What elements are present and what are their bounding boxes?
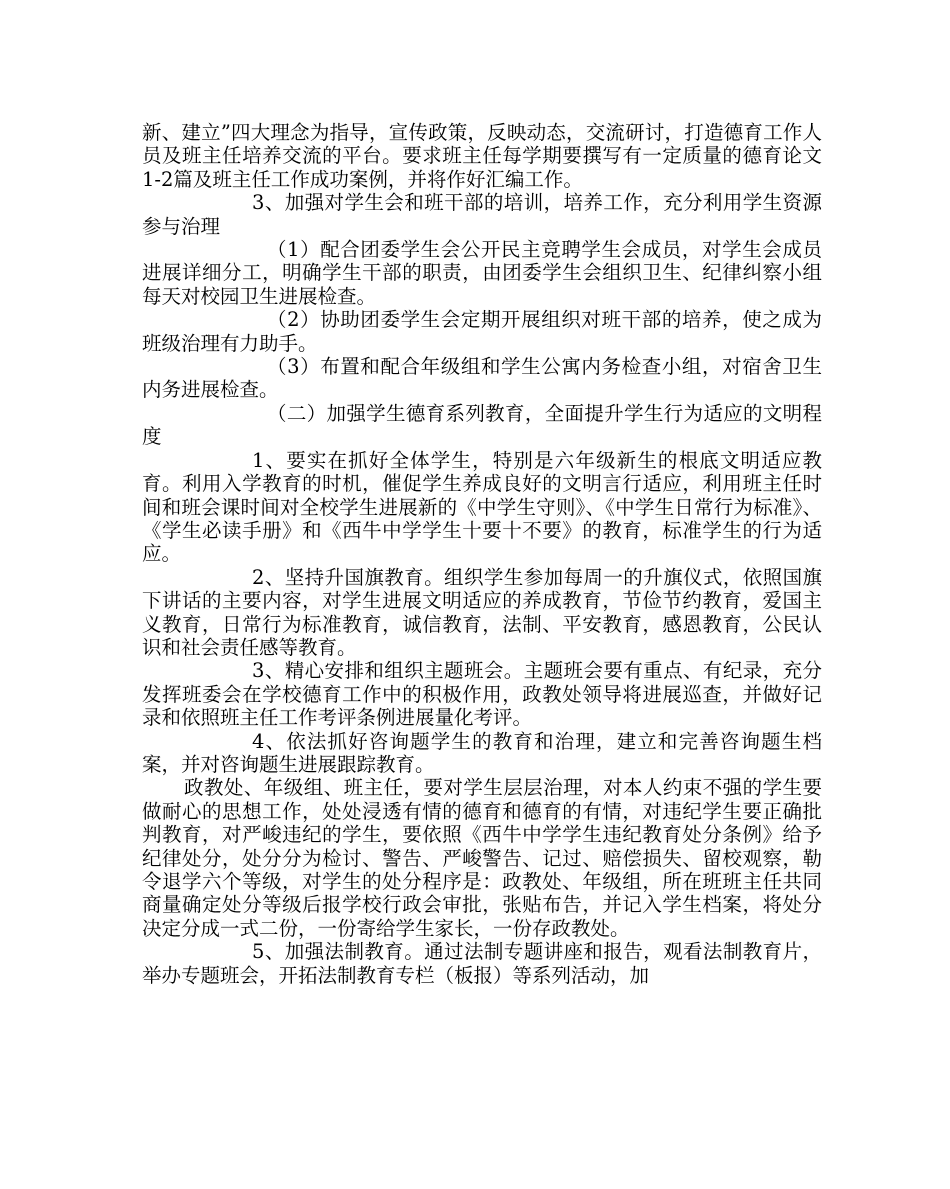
paragraph-continuation: 新、建立”四大理念为指导，宣传政策，反映动态，交流研讨，打造德育工作人员及班主任培养交流的平台。要求班主任每学期要撰写有一定质量的德育论文1-2篇及班主任工作成功案例，并将作好汇编工作。 bbox=[142, 121, 822, 191]
paragraph-item-5-legal: 5、加强法制教育。通过法制专题讲座和报告，观看法制教育片，举办专题班会，开拓法制教育专栏（板报）等系列活动，加 bbox=[142, 940, 822, 987]
paragraph-item-2-flag: 2、坚持升国旗教育。组织学生参加每周一的升旗仪式，依照国旗下讲话的主要内容，对学生进展文明适应的养成教育，节俭节约教育，爱国主义教育，日常行为标准教育，诚信教育，法制、平安教育，感恩教育，公民认识和社会责任感等教育。 bbox=[142, 565, 822, 659]
paragraph-sub-3: （3）布置和配合年级组和学生公寓内务检查小组，对宿舍卫生内务进展检查。 bbox=[142, 355, 822, 402]
paragraph-item-1-civility: 1、要实在抓好全体学生，特别是六年级新生的根底文明适应教育。利用入学教育的时机，催促学生养成良好的文明言行适应，利用班主任时间和班会课时间对全校学生进展新的《中学生守则》、《中学生日常行为标准》、《学生必读手册》和《西牛中学学生十要十不要》的教育，标准学生的行为适应。 bbox=[142, 448, 822, 566]
section-heading-2: （二）加强学生德育系列教育，全面提升学生行为适应的文明程度 bbox=[142, 401, 822, 449]
paragraph-sub-2: （2）协助团委学生会定期开展组织对班干部的培养，使之成为班级治理有力助手。 bbox=[142, 308, 822, 355]
paragraph-item-4-problem-students: 4、依法抓好咨询题学生的教育和治理，建立和完善咨询题生档案，并对咨询题生进展跟踪教育。 bbox=[142, 729, 822, 776]
paragraph-discipline: 政教处、年级组、班主任，要对学生层层治理，对本人约束不强的学生要做耐心的思想工作，处处浸透有情的德育和德育的有情，对违纪学生要正确批判教育，对严峻违纪的学生，要依照《西牛中学学生违纪教育处分条例》给予纪律处分，处分分为检讨、警告、严峻警告、记过、赔偿损失、留校观察，勒令退学六个等级，对学生的处分程序是：政教处、年级组，所在班班主任共同商量确定处分等级后报学校行政会审批，张贴布告，并记入学生档案，将处分决定分成一式二份，一份寄给学生家长，一份存政教处。 bbox=[142, 776, 822, 940]
paragraph-sub-1: （1）配合团委学生会公开民主竞聘学生会成员，对学生会成员进展详细分工，明确学生干部的职责，由团委学生会组织卫生、纪律纠察小组每天对校园卫生进展检查。 bbox=[142, 238, 822, 308]
paragraph-item-3-class-meeting: 3、精心安排和组织主题班会。主题班会要有重点、有纪录，充分发挥班委会在学校德育工作中的积极作用，政教处领导将进展巡查，并做好记录和依照班主任工作考评条例进展量化考评。 bbox=[142, 659, 822, 730]
document-body bbox=[142, 121, 822, 987]
paragraph-item-3-training: 3、加强对学生会和班干部的培训，培养工作，充分利用学生资源参与治理 bbox=[142, 191, 822, 238]
